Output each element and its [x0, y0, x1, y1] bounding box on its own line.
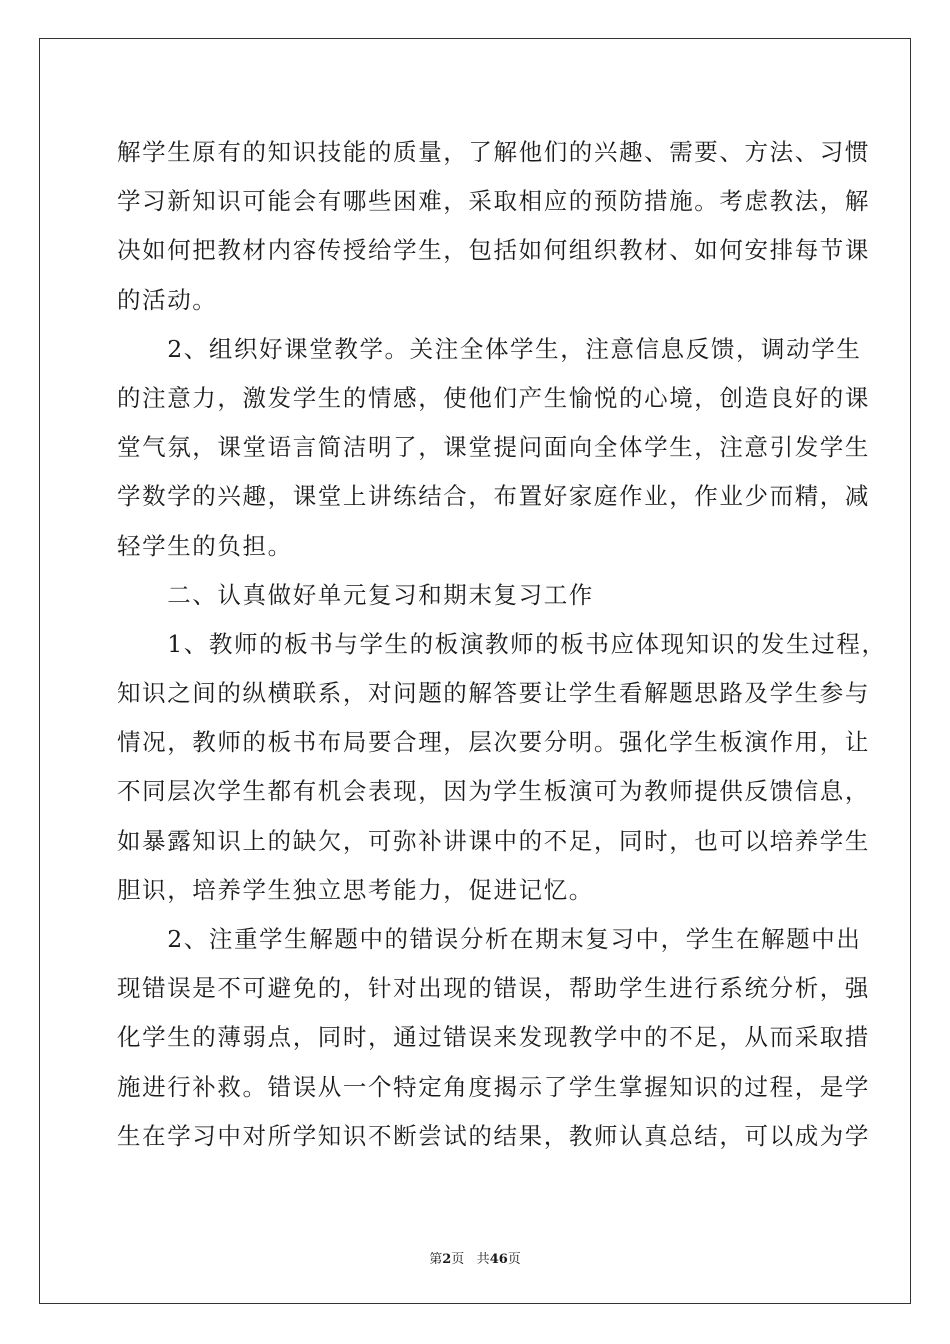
- text-line: 的活动。: [117, 285, 218, 314]
- text-line: 2、组织好课堂教学。关注全体学生，注意信息反馈，调动学生: [117, 334, 862, 363]
- text-line: 情况，教师的板书布局要合理，层次要分明。强化学生板演作用，让: [117, 728, 870, 757]
- text-line: 2、注重学生解题中的错误分析在期末复习中，学生在解题中出: [117, 925, 862, 953]
- total-prefix: 共: [476, 1252, 490, 1267]
- total-suffix: 页: [507, 1252, 521, 1267]
- text-line: 解学生原有的知识技能的质量，了解他们的兴趣、需要、方法、习惯: [117, 138, 870, 166]
- text-line: 轻学生的负担。: [117, 531, 293, 560]
- page-prefix: 第: [429, 1252, 443, 1267]
- text-line: 1、教师的板书与学生的板演教师的板书应体现知识的发生过程，: [117, 629, 887, 658]
- text-line: 生在学习中对所学知识不断尝试的结果，教师认真总结，可以成为学: [117, 1121, 870, 1150]
- text-line: 的注意力，激发学生的情感，使他们产生愉悦的心境，创造良好的课: [117, 383, 870, 412]
- text-line: 学习新知识可能会有哪些困难，采取相应的预防措施。考虑教法，解: [117, 187, 870, 216]
- text-line: 学数学的兴趣，课堂上讲练结合，布置好家庭作业，作业少而精，减: [117, 482, 870, 511]
- page-suffix: 页: [451, 1252, 465, 1267]
- page-current: 2: [442, 1252, 452, 1267]
- text-line: 堂气氛，课堂语言简洁明了，课堂提问面向全体学生，注意引发学生: [117, 433, 870, 462]
- section-heading: 二、认真做好单元复习和期末复习工作: [117, 580, 594, 609]
- page-total: 46: [489, 1252, 508, 1267]
- text-line: 胆识，培养学生独立思考能力，促进记忆。: [117, 875, 594, 904]
- text-line: 现错误是不可避免的，针对出现的错误，帮助学生进行系统分析，强: [117, 974, 870, 1003]
- document-body: [117, 128, 887, 1161]
- text-line: 决如何把教材内容传授给学生，包括如何组织教材、如何安排每节课: [117, 236, 870, 265]
- text-line: 知识之间的纵横联系，对问题的解答要让学生看解题思路及学生参与: [117, 679, 870, 708]
- text-line: 施进行补救。错误从一个特定角度揭示了学生掌握知识的过程，是学: [117, 1072, 870, 1101]
- text-line: 不同层次学生都有机会表现，因为学生板演可为教师提供反馈信息，: [117, 777, 870, 806]
- text-line: 化学生的薄弱点，同时，通过错误来发现教学中的不足，从而采取措: [117, 1023, 870, 1052]
- text-line: 如暴露知识上的缺欠，可弥补讲课中的不足，同时，也可以培养学生: [117, 826, 870, 855]
- page-footer: [0, 1248, 950, 1267]
